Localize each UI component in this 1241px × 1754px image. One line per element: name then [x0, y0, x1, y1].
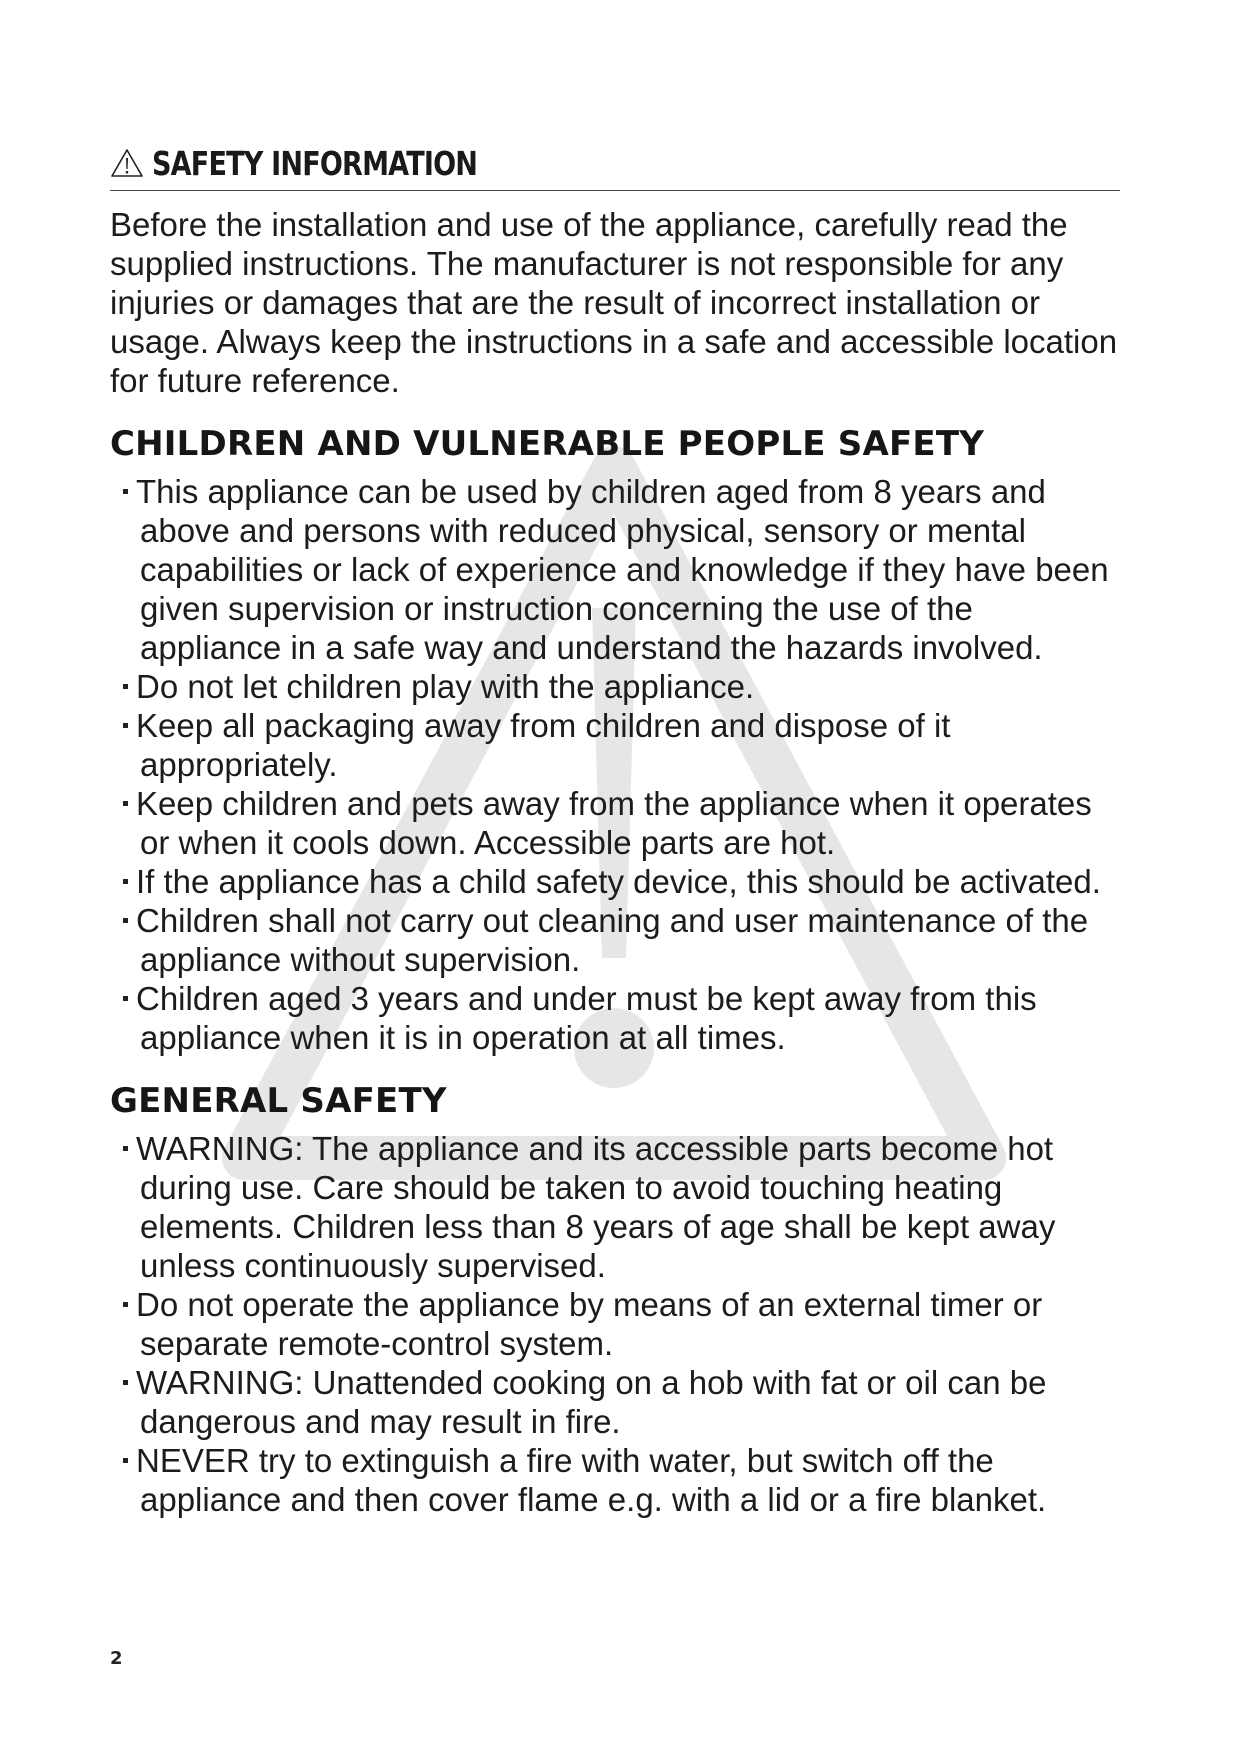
bullet-icon [123, 879, 128, 884]
bullet-icon [123, 801, 128, 806]
general-safety-heading: GENERAL SAFETY [110, 1081, 447, 1121]
list-item: If the appliance has a child safety device, this should be activated. [110, 862, 1120, 901]
safety-page [110, 140, 1120, 1519]
list-item: WARNING: Unattended cooking on a hob with fat or oil can be dangerous and may result in fire. [110, 1363, 1120, 1441]
warning-triangle-icon [110, 148, 144, 178]
bullet-icon [123, 996, 128, 1001]
bullet-icon [123, 1146, 128, 1151]
list-item: Do not let children play with the appliance. [110, 667, 1120, 706]
bullet-icon [123, 684, 128, 689]
bullet-icon [123, 723, 128, 728]
page-number: 2 [110, 1648, 123, 1669]
list-item: WARNING: The appliance and its accessible parts become hot during use. Care should be taken to avoid touching heating elements. Children less than 8 years of age shall be kept away unless continuously supervised. [110, 1129, 1120, 1285]
list-item: Keep children and pets away from the appliance when it operates or when it cools down. Accessible parts are hot. [110, 784, 1120, 862]
list-item: Do not operate the appliance by means of an external timer or separate remote-control system. [110, 1285, 1120, 1363]
section-header [110, 140, 1120, 191]
list-item: This appliance can be used by children aged from 8 years and above and persons with reduced physical, sensory or mental capabilities or lack of experience and knowledge if they have been given supervision or instruction concerning the use of the appliance in a safe way and understand the hazards involved. [110, 472, 1120, 667]
bullet-icon [123, 1380, 128, 1385]
list-item: Children aged 3 years and under must be kept away from this appliance when it is in operation at all times. [110, 979, 1120, 1057]
bullet-icon [123, 1302, 128, 1307]
list-item: Children shall not carry out cleaning and user maintenance of the appliance without supervision. [110, 901, 1120, 979]
bullet-icon [123, 1458, 128, 1463]
list-item: Keep all packaging away from children and dispose of it appropriately. [110, 706, 1120, 784]
list-item: NEVER try to extinguish a fire with water, but switch off the appliance and then cover flame e.g. with a lid or a fire blanket. [110, 1441, 1120, 1519]
children-safety-list [110, 472, 1120, 1057]
general-safety-list [110, 1129, 1120, 1519]
intro-paragraph: Before the installation and use of the appliance, carefully read the supplied instructions. The manufacturer is not responsible for any injuries or damages that are the result of incorrect installation or usage. Always keep the instructions in a safe and accessible location for future reference. [110, 206, 1118, 399]
children-safety-heading: CHILDREN AND VULNERABLE PEOPLE SAFETY [110, 424, 985, 464]
section-title: SAFETY INFORMATION [152, 143, 478, 183]
bullet-icon [123, 918, 128, 923]
bullet-icon [123, 489, 128, 494]
